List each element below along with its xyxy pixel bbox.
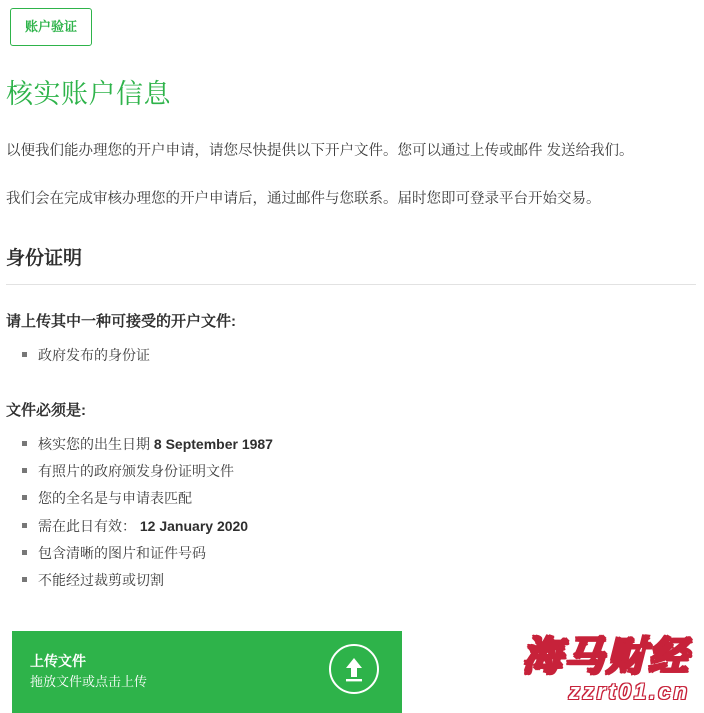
upload-dropzone[interactable]: [12, 631, 402, 713]
upload-subtitle: 拖放文件或点击上传: [30, 673, 148, 689]
page-title: 核实账户信息: [6, 79, 171, 109]
list-item: 不能经过裁剪或切割: [22, 570, 696, 590]
tab-account-verification[interactable]: 账户验证: [10, 8, 92, 46]
tab-bar: [0, 0, 704, 46]
intro-paragraph-2: 我们会在完成审核办理您的开户申请后，通过邮件与您联系。届时您即可登录平台开始交易。: [6, 190, 601, 207]
watermark-sub: zzrt01.cn: [568, 678, 690, 704]
list-item: 您的全名是与申请表匹配: [22, 488, 696, 508]
intro-paragraph-1: 以便我们能办理您的开户申请，请您尽快提供以下开户文件。您可以通过上传或邮件 发送给我们。: [6, 143, 634, 159]
list-item: 核实您的出生日期 8 September 1987: [22, 434, 696, 454]
page-content: [0, 72, 704, 713]
section-title-identity: 身份证明: [6, 247, 83, 269]
list-item: 政府发布的身份证: [22, 345, 696, 365]
requirements-list: [6, 434, 696, 591]
list-item: 包含清晰的图片和证件号码: [22, 543, 696, 563]
list-item: 有照片的政府颁发身份证明文件: [22, 461, 696, 481]
upload-text: [30, 651, 147, 693]
section-divider: [6, 284, 696, 285]
accepted-docs-heading: 请上传其中一种可接受的开户文件:: [6, 312, 236, 330]
requirements-heading: 文件必须是:: [6, 401, 86, 419]
upload-title: 上传文件: [30, 652, 86, 669]
watermark-main: 海马财经: [522, 633, 690, 679]
list-item: 需在此日有效： 12 January 2020: [22, 516, 696, 536]
upload-arrow-icon[interactable]: [328, 643, 380, 700]
accepted-docs-list: [6, 345, 696, 365]
